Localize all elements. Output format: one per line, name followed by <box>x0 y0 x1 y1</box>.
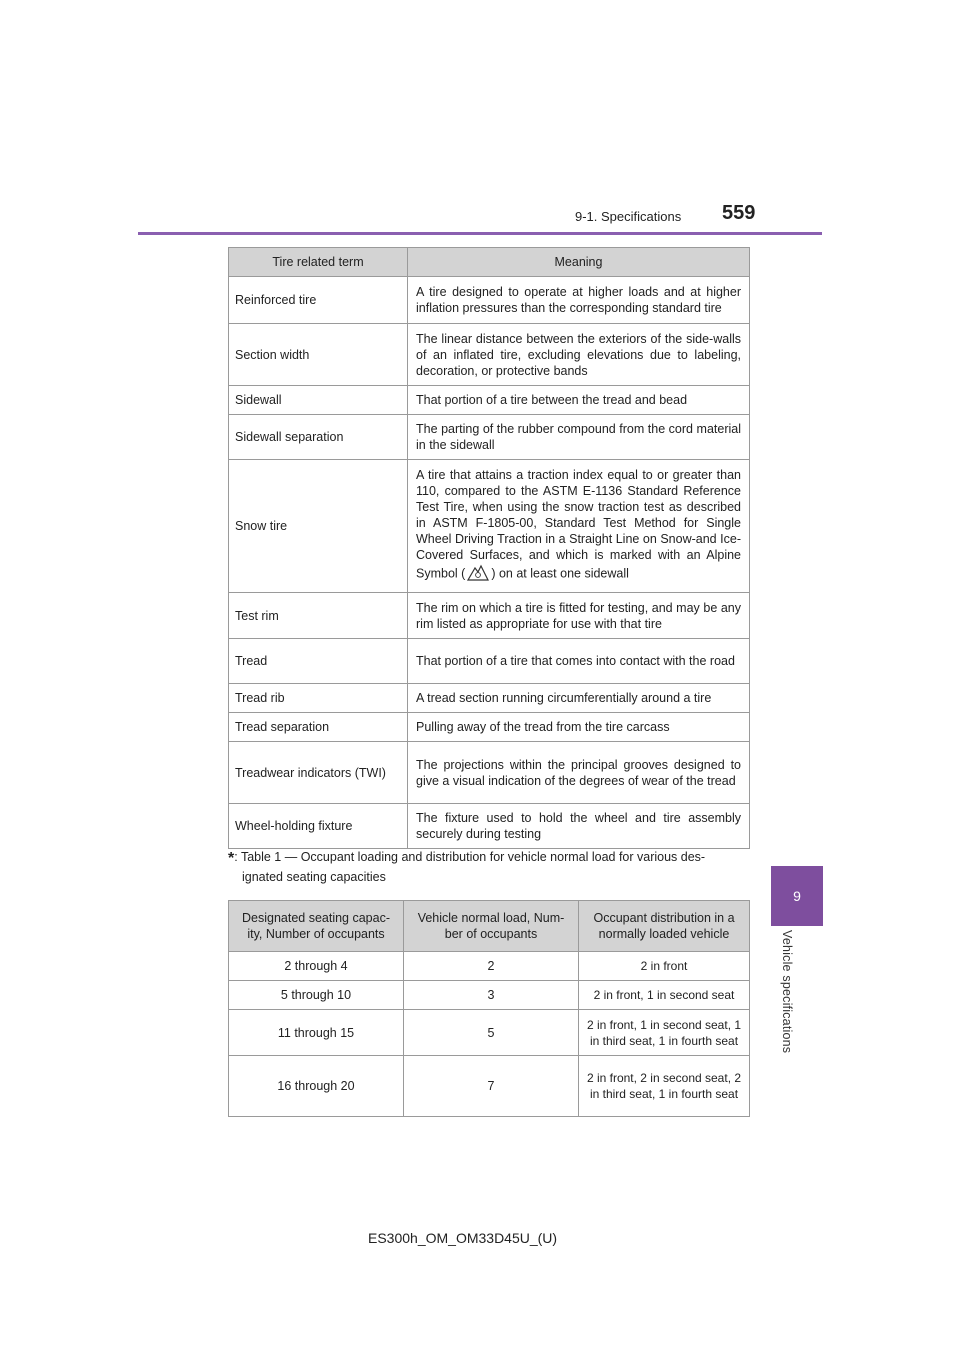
chapter-label: Vehicle specifications <box>780 930 794 1054</box>
meaning-cell <box>408 460 750 593</box>
column-header-distribution: Occupant distribution in a normally loaded vehicle <box>579 901 750 952</box>
table-row <box>229 952 750 981</box>
normal-load-cell: 7 <box>404 1056 579 1117</box>
chapter-number: 9 <box>793 888 801 904</box>
term-cell: Snow tire <box>229 460 408 593</box>
meaning-cell: The rim on which a tire is fitted for testing, and may be any rim listed as appropriate for use with that tire <box>408 593 750 639</box>
alpine-symbol-icon <box>467 563 489 585</box>
table-row <box>229 277 750 324</box>
meaning-cell: A tread section running circumferentially around a tire <box>408 684 750 713</box>
table-row <box>229 742 750 804</box>
page-number: 559 <box>722 202 756 224</box>
term-cell: Test rim <box>229 593 408 639</box>
table-row <box>229 386 750 415</box>
normal-load-cell: 5 <box>404 1010 579 1056</box>
chapter-tab[interactable] <box>771 866 823 926</box>
footnote-text: : Table 1 — Occupant loading and distribution for vehicle normal load for various des- <box>234 850 706 864</box>
term-cell: Sidewall <box>229 386 408 415</box>
section-title: 9-1. Specifications <box>575 209 682 224</box>
capacity-cell: 5 through 10 <box>229 981 404 1010</box>
term-cell: Reinforced tire <box>229 277 408 324</box>
document-id: ES300h_OM_OM33D45U_(U) <box>368 1230 558 1246</box>
meaning-cell: That portion of a tire between the tread and bead <box>408 386 750 415</box>
table-row <box>229 593 750 639</box>
normal-load-cell: 2 <box>404 952 579 981</box>
normal-load-cell: 3 <box>404 981 579 1010</box>
occupant-load-table <box>228 900 750 1117</box>
term-cell: Sidewall separation <box>229 415 408 460</box>
table-row <box>229 1056 750 1117</box>
table-row <box>229 324 750 386</box>
table-row <box>229 415 750 460</box>
meaning-cell: That portion of a tire that comes into contact with the road <box>408 639 750 684</box>
table-row <box>229 684 750 713</box>
term-cell: Tread <box>229 639 408 684</box>
meaning-cell: A tire designed to operate at higher loads and at higher inflation pressures than the corresponding standard tire <box>408 277 750 324</box>
footnote-line-2: ignated seating capacities <box>242 870 386 884</box>
table-row <box>229 804 750 849</box>
capacity-cell: 11 through 15 <box>229 1010 404 1056</box>
term-cell: Tread separation <box>229 713 408 742</box>
meaning-cell: The projections within the principal grooves designed to give a visual indication of the degrees of wear of the tread <box>408 742 750 804</box>
meaning-cell: The fixture used to hold the wheel and tire assembly securely during testing <box>408 804 750 849</box>
table-row <box>229 639 750 684</box>
term-cell: Section width <box>229 324 408 386</box>
column-header-term: Tire related term <box>229 248 408 277</box>
meaning-text-end: ) on at least one sidewall <box>491 566 629 581</box>
meaning-cell: The parting of the rubber compound from the cord material in the sidewall <box>408 415 750 460</box>
table-row <box>229 713 750 742</box>
footnote-mark: * <box>228 850 235 867</box>
table-row <box>229 1010 750 1056</box>
meaning-cell: Pulling away of the tread from the tire carcass <box>408 713 750 742</box>
distribution-cell: 2 in front, 1 in second seat, 1 in third seat, 1 in fourth seat <box>579 1010 750 1056</box>
distribution-cell: 2 in front, 2 in second seat, 2 in third seat, 1 in fourth seat <box>579 1056 750 1117</box>
term-cell: Wheel-holding fixture <box>229 804 408 849</box>
meaning-cell: The linear distance between the exteriors of the side-walls of an inflated tire, excluding elevations due to labeling, decoration, or protective bands <box>408 324 750 386</box>
table-row <box>229 460 750 593</box>
column-header-meaning: Meaning <box>408 248 750 277</box>
footnote-line-1 <box>228 848 750 868</box>
term-cell: Tread rib <box>229 684 408 713</box>
column-header-capacity: Designated seating capac-ity, Number of occupants <box>229 901 404 952</box>
distribution-cell: 2 in front, 1 in second seat <box>579 981 750 1010</box>
column-header-normal-load: Vehicle normal load, Num-ber of occupants <box>404 901 579 952</box>
table-row <box>229 981 750 1010</box>
table-header-row <box>229 901 750 952</box>
capacity-cell: 16 through 20 <box>229 1056 404 1117</box>
tire-terms-table <box>228 247 750 849</box>
distribution-cell: 2 in front <box>579 952 750 981</box>
header-divider <box>138 232 822 235</box>
meaning-text: A tire that attains a traction index equal to or greater than 110, compared to the ASTM E-1136 Standard Reference Test Tire, when using the snow traction test as described in ASTM F-1805-00, Standard Test Method for Single Wheel Driving Traction in a Straight Line on Snow-and Ice-Covered Surfaces, and which is marked with an Alpine Symbol ( <box>416 468 741 581</box>
table-header-row <box>229 248 750 277</box>
term-cell: Treadwear indicators (TWI) <box>229 742 408 804</box>
capacity-cell: 2 through 4 <box>229 952 404 981</box>
footnote <box>228 848 750 886</box>
